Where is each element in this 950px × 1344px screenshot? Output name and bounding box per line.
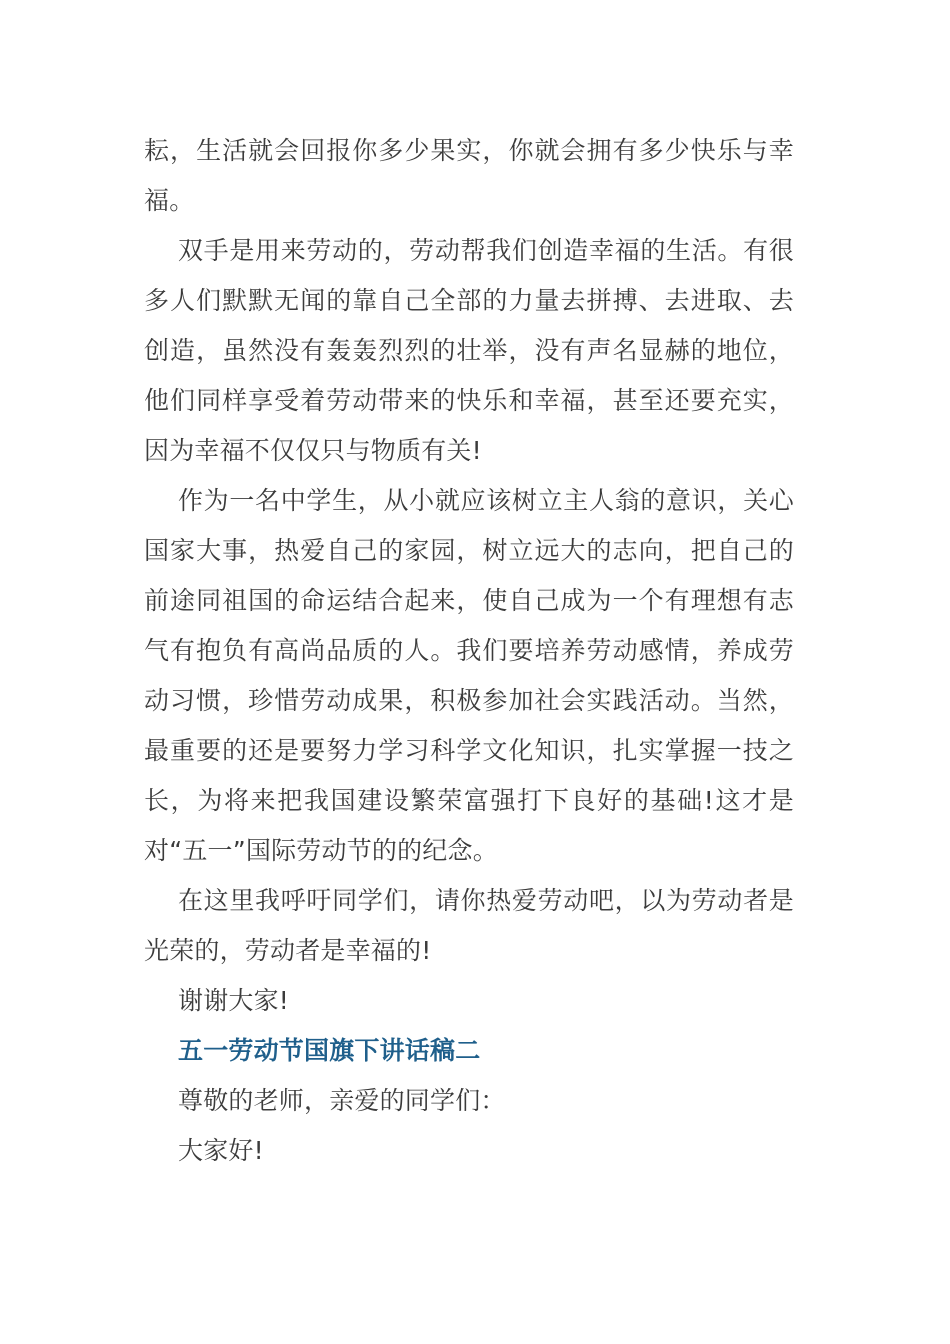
paragraph-student-duty: 作为一名中学生，从小就应该树立主人翁的意识，关心国家大事，热爱自己的家园，树立远大的志向，把自己的前途同祖国的命运结合起来，使自己成为一个有理想有志气有抱负有高尚品质的人。我们要培养劳动感情，养成劳动习惯，珍惜劳动成果，积极参加社会实践活动。当然，最重要的还是要努力学习科学文化知识，扎实掌握一技之长，为将来把我国建设繁荣富强打下良好的基础!这才是对“五一”国际劳动节的的纪念。: [144, 486, 794, 865]
paragraph-appeal: 在这里我呼吁同学们，请你热爱劳动吧，以为劳动者是光荣的，劳动者是幸福的!: [144, 886, 794, 965]
document-body: [144, 126, 794, 1176]
section-heading: 五一劳动节国旗下讲话稿二: [178, 1036, 481, 1065]
paragraph-continuation: 耘，生活就会回报你多少果实，你就会拥有多少快乐与幸福。: [144, 136, 794, 215]
greeting-line: 尊敬的老师，亲爱的同学们：: [178, 1086, 506, 1115]
paragraph-thanks: 谢谢大家!: [178, 986, 290, 1015]
hello-line: 大家好!: [178, 1136, 264, 1165]
paragraph-labor-happiness: 双手是用来劳动的，劳动帮我们创造幸福的生活。有很多人们默默无闻的靠自己全部的力量去拼搏、去进取、去创造，虽然没有轰轰烈烈的壮举，没有声名显赫的地位，他们同样享受着劳动带来的快乐和幸福，甚至还要充实，因为幸福不仅仅只与物质有关!: [144, 236, 794, 465]
